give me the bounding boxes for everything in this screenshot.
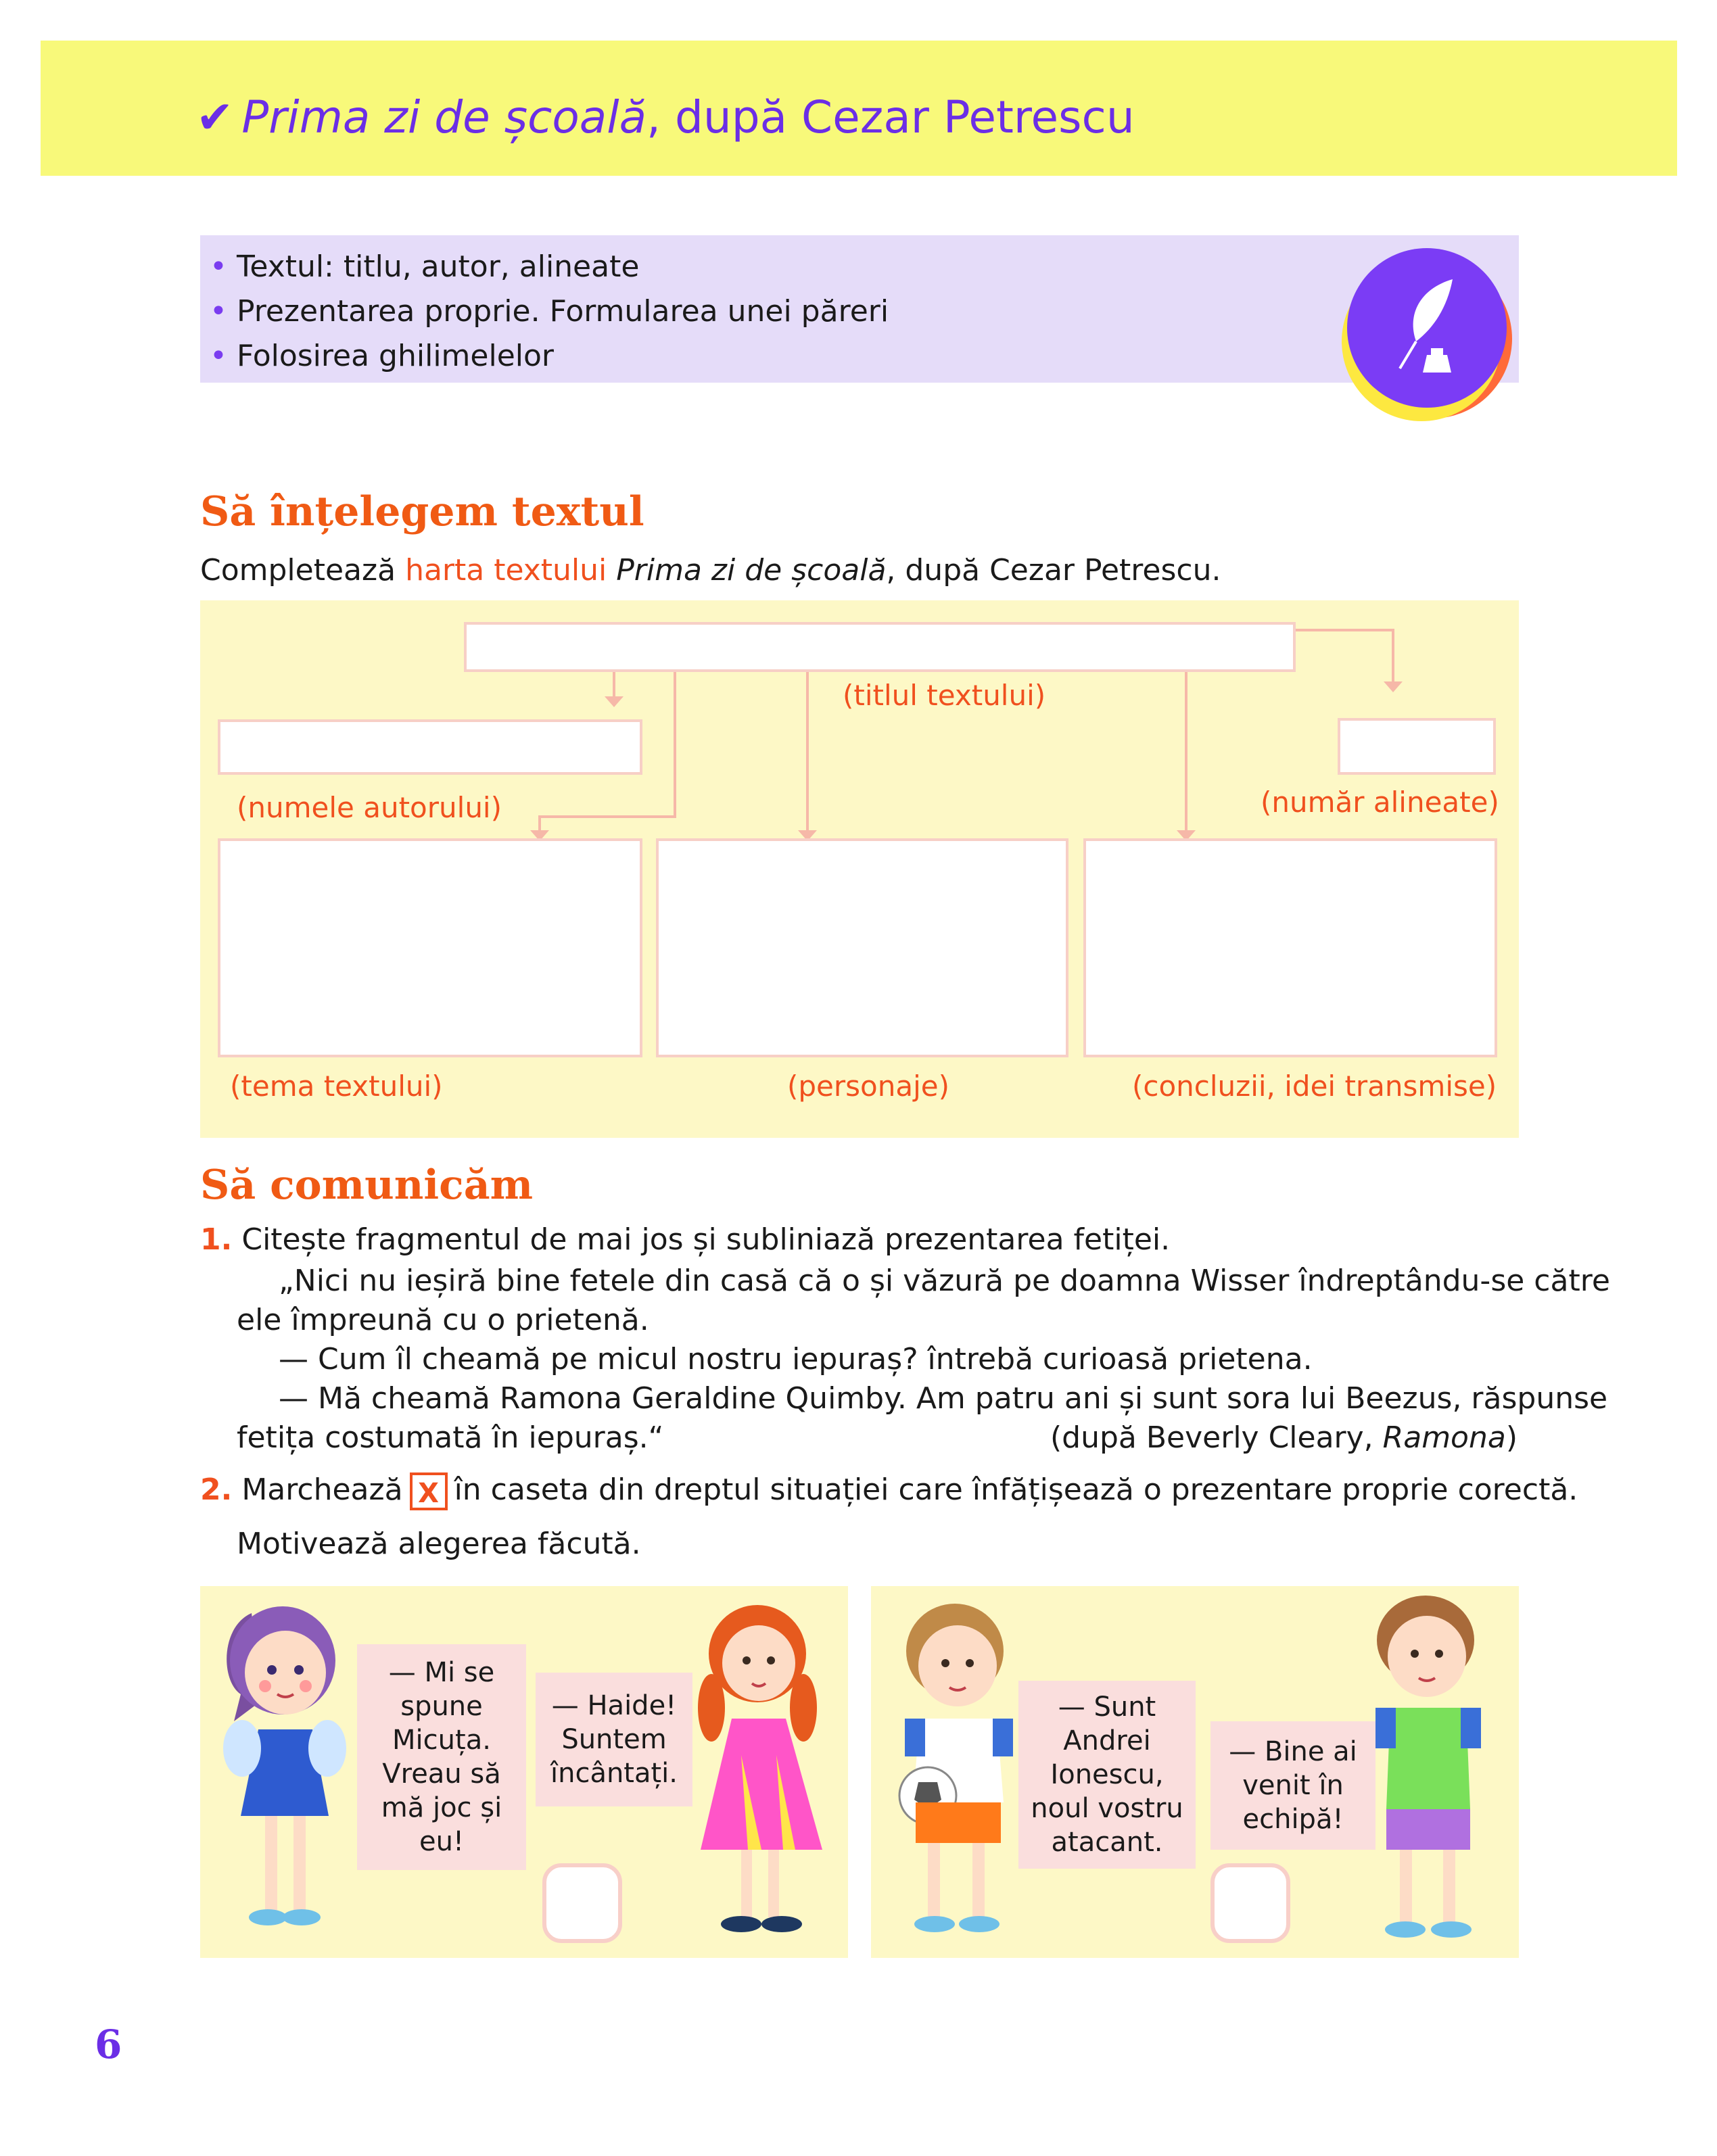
check-icon: ✔ (196, 91, 234, 143)
theme-field[interactable] (218, 838, 642, 1057)
paragraphs-label: (număr alineate) (1261, 786, 1499, 819)
source-citation: (după Beverly Cleary, Ramona) (1050, 1420, 1518, 1455)
exercise-2-motivate: Motivează alegerea făcută. (237, 1527, 641, 1561)
characters-field[interactable] (656, 838, 1068, 1057)
section-title-communicate: Să comunicăm (200, 1161, 534, 1209)
speech-bubble-left: — Mi se spune Micuța. Vreau să mă joc și eu! (357, 1644, 526, 1870)
characters-label: (personaje) (787, 1070, 949, 1103)
quill-inkwell-icon (1332, 240, 1515, 423)
lesson-title (196, 91, 1135, 143)
author-field[interactable] (218, 719, 642, 775)
x-mark-sample: X (410, 1472, 448, 1510)
answer-checkbox[interactable] (1210, 1863, 1290, 1943)
page-number: 6 (95, 2021, 122, 2067)
title-rest: , după Cezar Petrescu (646, 91, 1135, 143)
title-field[interactable] (464, 622, 1296, 672)
section-title-understand: Să înțelegem textul (200, 488, 644, 535)
author-label: (numele autorului) (237, 791, 502, 824)
title-label: (titlul textului) (843, 679, 1046, 712)
exercise-1-instruction: 1. Citește fragmentul de mai jos și subliniază prezentarea fetiței. (200, 1222, 1171, 1257)
speech-bubble-left: — Sunt Andrei Ionescu, noul vostru atacant. (1018, 1681, 1196, 1869)
scene-boys (871, 1586, 1519, 1958)
objectives-list (210, 245, 889, 379)
scene-girls (200, 1586, 848, 1958)
quoted-fragment: „Nici nu ieșiră bine fetele din casă că o și văzură pe doamna Wisser îndreptându-se către ele împreună cu o prietenă. — Cum îl cheamă pe micul nostru iepuraș? întrebă curioasă prietena. — Mă cheamă Ramona Geraldine Quimby. Am patru ani și sunt sora lui Beezus, răspunse fetița costumată în iepuraș.“ (după Beverly Cleary, Ramona) (237, 1262, 1522, 1458)
theme-label: (tema textului) (230, 1070, 443, 1103)
paragraphs-field[interactable] (1338, 718, 1496, 775)
conclusions-label: (concluzii, idei transmise) (1132, 1070, 1497, 1103)
objective-item: • Prezentarea proprie. Formularea unei păreri (210, 294, 889, 329)
speech-bubble-right: — Haide! Suntem încântați. (536, 1673, 692, 1806)
exercise-2-instruction: 2. Marchează X în caseta din dreptul situației care înfățișează o prezentare proprie corectă. (200, 1472, 1578, 1509)
objective-item: • Textul: titlu, autor, alineate (210, 249, 640, 284)
objective-item: • Folosirea ghilimelelor (210, 339, 554, 373)
title-italic: Prima zi de școală (241, 91, 647, 143)
speech-bubble-right: — Bine ai venit în echipă! (1210, 1721, 1375, 1850)
conclusions-field[interactable] (1083, 838, 1497, 1057)
answer-checkbox[interactable] (542, 1863, 622, 1943)
map-instruction: Completează harta textului Prima zi de școală, după Cezar Petrescu. (200, 553, 1221, 588)
